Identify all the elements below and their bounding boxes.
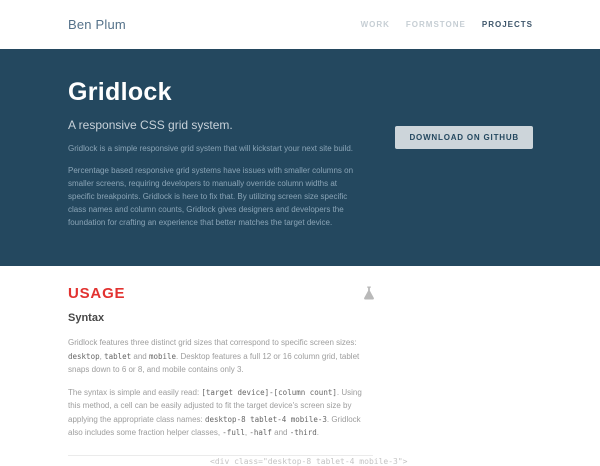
cutoff-code-line: <div class="desktop-8 tablet-4 mobile-3"> xyxy=(210,456,408,466)
hero-section xyxy=(0,49,600,266)
page-title: Gridlock xyxy=(68,78,172,106)
nav-item-projects[interactable]: PROJECTS xyxy=(481,20,533,29)
site-header xyxy=(0,0,600,49)
hero-lead: Gridlock is a simple responsive grid system that will kickstart your next site build. xyxy=(68,144,353,153)
syntax-paragraph-1: Gridlock features three distinct grid sizes that correspond to specific screen sizes: desktop, tablet and mobile. Desktop features a full 12 or 16 column grid, tablet snaps down to 6 or 8, and mobile contains only 3. xyxy=(68,338,360,374)
download-github-button[interactable]: DOWNLOAD ON GITHUB xyxy=(395,126,533,149)
syntax-subheading: Syntax xyxy=(68,312,105,324)
divider xyxy=(68,455,373,456)
usage-section xyxy=(0,285,600,466)
flask-icon xyxy=(362,286,376,301)
main-nav xyxy=(345,20,533,29)
syntax-paragraph-2: The syntax is simple and easily read: [target device]-[column count]. Using this method, a cell can be easily adjusted to fit the target device's screen size by applying the appropriate class names: desktop-8 tablet-4 mobile-3. Gridlock also includes some fraction helper classes, -full, -half and -third. xyxy=(68,387,362,437)
usage-heading-row xyxy=(68,285,376,302)
hero-description: Percentage based responsive grid systems have issues with smaller columns on smaller screens, requiring developers to manually override column widths at specific breakpoints. Gridlock is here to fix that. By utilizing screen size specific class names and column counts, Gridlock gives designers and developers the foundation for crafting an experience that better matches the target device. xyxy=(68,166,354,227)
nav-item-work[interactable]: WORK xyxy=(360,20,390,29)
site-logo[interactable]: Ben Plum xyxy=(68,17,126,32)
nav-item-formstone[interactable]: FORMSTONE xyxy=(405,20,466,29)
hero-subtitle: A responsive CSS grid system. xyxy=(68,118,233,132)
usage-heading: USAGE xyxy=(68,285,126,302)
